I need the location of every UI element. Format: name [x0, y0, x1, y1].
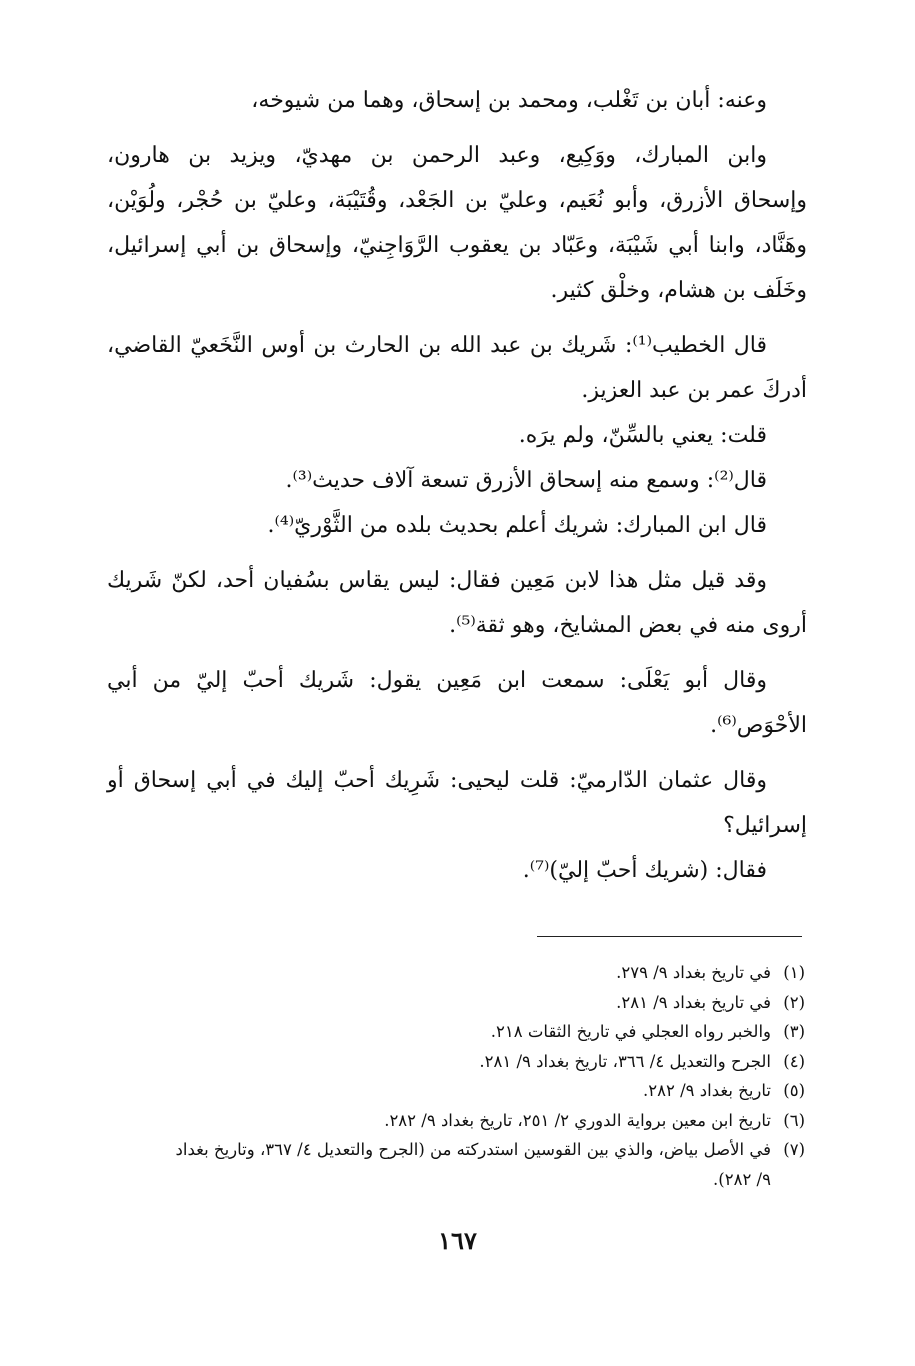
footnote-text: في الأصل بياض، والذي بين القوسين استدركته من (الجرح والتعديل ٤/ ٣٦٧، وتاريخ بغداد [175, 1140, 771, 1159]
footnote-text: في تاريخ بغداد ٩/ ٢٧٩. [616, 963, 771, 982]
text-line: وهَنَّاد، وابنا أبي شَيْبَة، وعَبّاد بن يعقوب الرَّوَاجِنيّ، وإسحاق بن أبي إسرائيل، [107, 233, 807, 258]
text-line: قال⁽²⁾: وسمع منه إسحاق الأزرق تسعة آلاف حديث⁽³⁾. [285, 468, 767, 493]
text-line: وابن المبارك، ووَكِيع، وعبد الرحمن بن مهديّ، ويزيد بن هارون، [107, 143, 767, 168]
footnote-item [105, 1076, 805, 1106]
footnote-number: (١) [783, 963, 805, 982]
footnote-number: (٦) [783, 1110, 805, 1130]
footnote-number: (٧) [783, 1140, 805, 1159]
footnote-text: الجرح والتعديل ٤/ ٣٦٦، تاريخ بغداد ٩/ ٢٨١. [479, 1051, 771, 1071]
footnote-text: والخبر رواه العجلي في تاريخ الثقات ٢١٨. [490, 1022, 771, 1041]
text-line: إسرائيل؟ [723, 813, 807, 838]
footnote-number: (٢) [783, 992, 805, 1012]
text-line: وقال عثمان الدّارميّ: قلت ليحيى: شَرِيك أحبّ إليك في أبي إسحاق أو [107, 768, 767, 793]
text-line: وعنه: أبان بن تَغْلب، ومحمد بن إسحاق، وهما من شيوخه، [251, 88, 767, 113]
text-line: وإسحاق الأزرق، وأبو نُعَيم، وعليّ بن الجَعْد، وقُتَيْبَة، وعليّ بن حُجْر، ولُوَيْن، [107, 188, 807, 213]
text-line: أروى منه في بعض المشايخ، وهو ثقة⁽⁵⁾. [449, 613, 807, 638]
footnote-separator [537, 936, 802, 937]
text-line: قلت: يعني بالسِّنّ، ولم يرَه. [518, 423, 767, 448]
text-line: الأحْوَص⁽⁶⁾. [710, 713, 807, 738]
footnotes [105, 958, 805, 1194]
text-line: فقال: (شريك أحبّ إليّ)⁽⁷⁾. [522, 858, 767, 883]
footnote-item [105, 1106, 805, 1136]
footnote-item [105, 958, 805, 988]
text-line: قال الخطيب⁽¹⁾: شَريك بن عبد الله بن الحارث بن أوس النَّخَعيّ القاضي، [107, 333, 767, 358]
footnote-item [105, 1017, 805, 1047]
text-line: أدركَ عمر بن عبد العزيز. [581, 378, 807, 403]
footnote-text: في تاريخ بغداد ٩/ ٢٨١. [616, 992, 771, 1012]
text-line: قال ابن المبارك: شريك أعلم بحديث بلده من الثَّوْريّ⁽⁴⁾. [267, 513, 767, 538]
footnote-item [105, 1047, 805, 1077]
page-number: ١٦٧ [438, 1226, 477, 1255]
footnote-number: (٤) [783, 1051, 805, 1071]
text-line: وخَلَف بن هشام، وخلْق كثير. [550, 278, 807, 303]
footnote-item [105, 988, 805, 1018]
footnote-continuation: ٩/ ٢٨٢). [713, 1169, 771, 1189]
footnote-number: (٥) [783, 1081, 805, 1100]
footnote-number: (٣) [783, 1022, 805, 1041]
text-line: وقد قيل مثل هذا لابن مَعِين فقال: ليس يقاس بسُفيان أحد، لكنّ شَريك [107, 568, 767, 593]
main-text [107, 78, 807, 893]
footnote-item [105, 1135, 805, 1165]
text-line: وقال أبو يَعْلَى: سمعت ابن مَعِين يقول: شَريك أحبّ إليّ من أبي [107, 668, 767, 693]
footnote-text: تاريخ ابن معين برواية الدوري ٢/ ٢٥١، تاريخ بغداد ٩/ ٢٨٢. [384, 1110, 771, 1130]
footnote-text: تاريخ بغداد ٩/ ٢٨٢. [643, 1081, 771, 1100]
